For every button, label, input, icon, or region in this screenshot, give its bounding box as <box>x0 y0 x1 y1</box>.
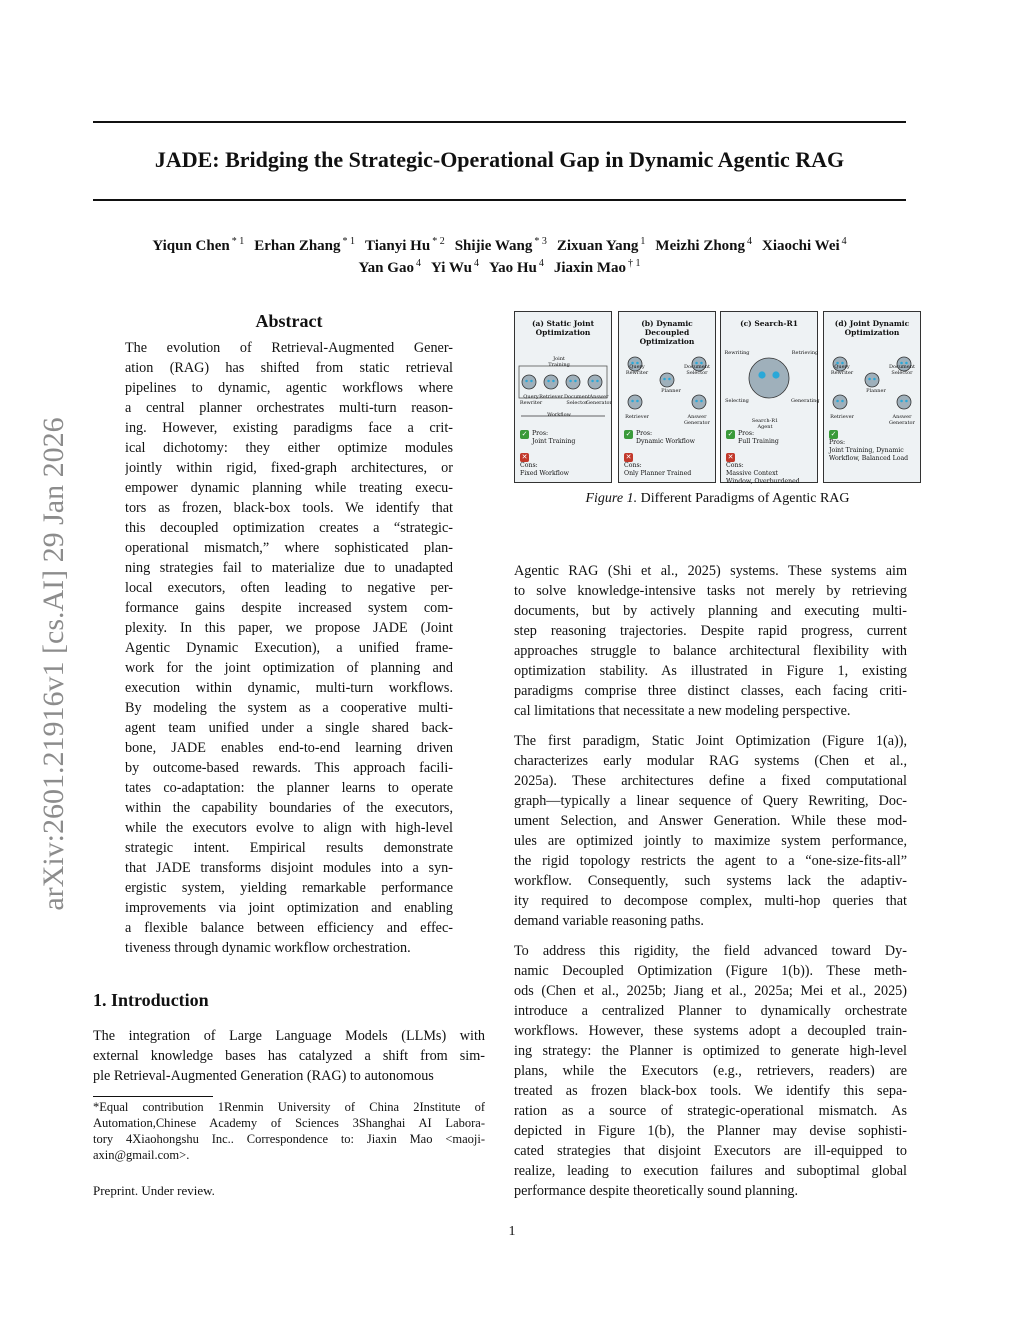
component-label: Retriever <box>539 394 563 400</box>
panel-cons <box>624 453 715 478</box>
text-line: ing. However, existing paradigms face a crit- <box>125 420 453 436</box>
text-line: bone, JADE enables end-to-end learning driven <box>125 740 453 756</box>
text-line: the rigid topology restricts the agent to a “one-size-fits-all” <box>514 853 907 869</box>
author-affiliation: * 1 <box>231 236 245 247</box>
author-affiliation: 4 <box>747 236 753 247</box>
pros-text <box>636 430 695 446</box>
robot-eye <box>547 380 550 383</box>
robot-eye <box>591 380 594 383</box>
text-line: workflows. However, these systems adopt a decoupled train- <box>514 1023 907 1039</box>
cons-text <box>726 462 806 486</box>
text-line: ity required to decompose complex, multi-hop queries that <box>514 893 907 909</box>
robot-eye <box>841 400 844 403</box>
text-line: graph—typically a linear sequence of Query Rewriting, Doc- <box>514 793 907 809</box>
robot-eye <box>552 380 555 383</box>
component-label: Joint Training <box>548 356 570 368</box>
author <box>455 238 547 254</box>
text-line: tors as frozen, black-box tools. We identify that <box>125 500 453 516</box>
agent-diagram <box>619 350 715 420</box>
text-line: demand variable reasoning paths. <box>514 913 704 929</box>
panel-pros <box>829 430 920 463</box>
cons-text <box>624 462 704 478</box>
cons-value: Only Planner Trained <box>624 470 692 477</box>
component-label: Retriever <box>625 414 649 420</box>
footnote <box>93 1099 485 1163</box>
component-label: Selecting <box>725 398 749 404</box>
robot-icon <box>692 395 706 409</box>
author <box>431 260 479 276</box>
text-line: pipelines to dynamic, agentic workflows where <box>125 380 453 396</box>
text-line: ical dichotomy: they either optimize modules <box>125 440 453 456</box>
text-line: plexity. In this paper, we propose JADE (Joint <box>125 620 453 636</box>
panel-title: (a) Static Joint Optimization <box>531 319 595 337</box>
author-affiliation: * 2 <box>432 236 445 247</box>
pros-text <box>829 439 909 463</box>
component-label: Document Selector <box>684 364 710 376</box>
robot-eye <box>569 380 572 383</box>
component-label: Document Selector <box>564 394 590 406</box>
abstract-body <box>125 338 453 958</box>
text-line: plans, while the Executors (e.g., retrievers, readers) are <box>514 1063 907 1079</box>
robot-eye <box>636 400 639 403</box>
text-line: that JADE transforms disjoint modules into a syn- <box>125 860 453 876</box>
footnote-rule <box>93 1096 213 1097</box>
author-name: Jiaxin Mao <box>553 260 626 276</box>
robot-eye <box>525 380 528 383</box>
text-line: while the executors evolve to align with high-level <box>125 820 453 836</box>
panel-pros <box>624 430 695 446</box>
robot-eye <box>772 371 779 378</box>
robot-icon <box>660 373 674 387</box>
component-label: Generating <box>791 398 820 404</box>
robot-eye <box>873 378 876 381</box>
text-line: tory 4Xiaohongshu Inc.. Correspondence to: Jiaxin Mao <maoji- <box>93 1132 485 1146</box>
component-label: Search-R1 Agent <box>751 418 779 430</box>
text-line: depicted in Figure 1(b), the Planner may devise sophisti- <box>514 1123 907 1139</box>
text-line: agent team unified under a single shared back- <box>125 720 453 736</box>
text-line: ple Retrieval-Augmented Generation (RAG) to autonomous <box>93 1068 434 1084</box>
text-line: cal limitations that necessitate a new modeling perspective. <box>514 703 851 719</box>
component-label: Query Rewriter <box>519 394 543 406</box>
text-line: a flexible balance between efficiency and effec- <box>125 920 453 936</box>
text-line: Automation,Chinese Academy of Sciences 3Shanghai AI Labora- <box>93 1116 485 1130</box>
cons-label: Cons: <box>624 462 642 469</box>
author-name: Shijie Wang <box>454 238 533 254</box>
text-line: ument Selection, and Answer Generation. While these mod- <box>514 813 907 829</box>
text-line: axin@gmail.com>. <box>93 1148 190 1162</box>
robot-eye <box>836 400 839 403</box>
robot-icon <box>897 395 911 409</box>
title-top-rule <box>93 121 906 123</box>
abstract-heading: Abstract <box>255 311 323 331</box>
text-line: formance gains despite increased system com- <box>125 600 453 616</box>
title-bottom-rule <box>93 199 906 201</box>
text-line: by outcome-based rewards. This approach facili- <box>125 760 453 776</box>
figure-caption-text: Different Paradigms of Agentic RAG <box>640 491 850 506</box>
figure-caption-label: Figure 1. <box>585 491 638 506</box>
figure-panel <box>823 311 921 483</box>
author <box>489 260 544 276</box>
author-name: Erhan Zhang <box>254 238 341 254</box>
author <box>557 238 646 254</box>
robot-eye <box>905 400 908 403</box>
text-line: The integration of Large Language Models (LLMs) with <box>93 1028 485 1044</box>
text-line: jointly within rigid, fixed-graph architectures, or <box>125 460 453 476</box>
robot-eye <box>700 400 703 403</box>
author-name: Tianyi Hu <box>365 238 431 254</box>
author <box>254 238 355 254</box>
text-line: local executors, often leading to negative per- <box>125 580 453 596</box>
author <box>762 238 847 254</box>
author-affiliation: † 1 <box>627 258 641 269</box>
text-line: ules are optimized jointly to maximize system performance, <box>514 833 907 849</box>
robot-icon <box>833 395 847 409</box>
robot-icon <box>749 358 789 398</box>
pros-value: Joint Training <box>532 438 576 445</box>
text-line: treated as frozen black-box tools. We identify this sepa- <box>514 1083 907 1099</box>
panel-title: (d) Joint Dynamic Optimization <box>834 319 910 337</box>
robot-icon <box>544 375 558 389</box>
robot-eye <box>668 378 671 381</box>
author <box>365 238 445 254</box>
text-line: improvements via joint optimization and enabling <box>125 900 453 916</box>
figure-1 <box>514 311 921 483</box>
author-list-row2 <box>93 258 906 277</box>
panel-title: (c) Search-R1 <box>740 319 798 328</box>
intro-paragraph-dynamic-decoupled <box>514 941 907 1201</box>
author-affiliation: 4 <box>415 258 421 269</box>
panel-pros <box>726 430 779 446</box>
cross-icon: ✕ <box>625 453 632 461</box>
text-line: namic Decoupled Optimization (Figure 1(b)). These meth- <box>514 963 907 979</box>
text-line: work for the joint optimization of planning and <box>125 660 453 676</box>
author-affiliation: * 1 <box>342 236 356 247</box>
component-label: Retrieving <box>791 350 819 356</box>
text-line: to solve knowledge-intensive tasks not merely by retrieving <box>514 583 907 599</box>
cons-value: Fixed Workflow <box>520 470 569 477</box>
text-line: introduce a centralized Planner to dynamically orchestrate <box>514 1003 907 1019</box>
text-line: step reasoning trajectories. Despite rapid progress, current <box>514 623 907 639</box>
robot-eye <box>758 371 765 378</box>
author-name: Xiaochi Wei <box>762 238 840 254</box>
text-line: By modeling the system as a cooperative multi- <box>125 700 453 716</box>
author-list-row1 <box>93 236 906 255</box>
text-line: documents, but by actively planning and executing multi- <box>514 603 907 619</box>
text-line: paradigms comprise three distinct classes, each facing criti- <box>514 683 907 699</box>
text-line: Agentic RAG (Shi et al., 2025) systems. These systems aim <box>514 563 907 579</box>
robot-eye <box>695 400 698 403</box>
author-name: Zixuan Yang <box>556 238 639 254</box>
text-line: The evolution of Retrieval-Augmented Gener- <box>125 340 453 356</box>
text-line: this decoupled optimization creates a “strategic- <box>125 520 453 536</box>
robot-icon <box>628 395 642 409</box>
panel-pros <box>520 430 575 446</box>
text-line: ods (Chen et al., 2025b; Jiang et al., 2025a; Mei et al., 2025) <box>514 983 907 999</box>
text-line: ning strategies fail to materialize due to unadapted <box>125 560 453 576</box>
pros-label: Pros: <box>532 430 549 437</box>
arxiv-id: arXiv:2601.21916v1 [cs.AI] 29 Jan 2026 <box>37 417 70 911</box>
author-affiliation: 4 <box>841 236 847 247</box>
robot-eye <box>574 380 577 383</box>
panel-cons <box>520 453 611 478</box>
author <box>554 260 641 276</box>
text-line: strategic intent. Empirical results demonstrate <box>125 840 453 856</box>
text-line: empower dynamic planning while treating execu- <box>125 480 453 496</box>
check-icon: ✓ <box>625 430 632 438</box>
robot-eye <box>631 400 634 403</box>
check-icon: ✓ <box>521 430 528 438</box>
robot-icon <box>588 375 602 389</box>
text-line: ration as a source of strategic-operational mismatch. As <box>514 1103 907 1119</box>
cross-icon: ✕ <box>521 453 528 461</box>
agent-diagram <box>824 350 920 420</box>
robot-eye <box>900 400 903 403</box>
agent-diagram <box>721 350 820 420</box>
text-line: workflow. Consequently, such systems lack the adaptiv- <box>514 873 907 889</box>
text-line: operational mismatch,” where sophisticated plan- <box>125 540 453 556</box>
check-icon: ✓ <box>830 430 837 438</box>
robot-icon <box>566 375 580 389</box>
author-affiliation: 1 <box>640 236 646 247</box>
paper-title: JADE: Bridging the Strategic-Operational Gap in Dynamic Agentic RAG <box>154 147 845 172</box>
introduction-body <box>93 1026 485 1086</box>
figure-panel <box>618 311 716 483</box>
author-name: Yan Gao <box>358 260 414 276</box>
pros-text <box>738 430 779 446</box>
component-label: Workflow <box>547 412 571 418</box>
pros-value: Joint Training, Dynamic Workflow, Balanced Load <box>829 447 909 462</box>
component-label: Answer Generator <box>684 414 710 426</box>
text-line: Agentic Dynamic Execution), a unified frame- <box>125 640 453 656</box>
component-label: Document Selector <box>889 364 915 376</box>
pros-value: Dynamic Workflow <box>636 438 695 445</box>
component-label: Query Rewriter <box>830 364 854 376</box>
author-name: Meizhi Zhong <box>655 238 746 254</box>
pros-label: Pros: <box>636 430 653 437</box>
text-line: optimization stability. As illustrated in Figure 1, existing <box>514 663 907 679</box>
pros-value: Full Training <box>738 438 779 445</box>
component-label: Rewriting <box>724 350 750 356</box>
component-label: Planner <box>661 388 681 394</box>
pros-label: Pros: <box>738 430 755 437</box>
robot-icon <box>522 375 536 389</box>
cons-label: Cons: <box>520 462 538 469</box>
robot-eye <box>596 380 599 383</box>
author-affiliation: 4 <box>538 258 544 269</box>
text-line: *Equal contribution 1Renmin University of China 2Institute of <box>93 1100 485 1114</box>
author-name: Yi Wu <box>430 260 472 276</box>
text-line: realize, leading to execution failures and suboptimal global <box>514 1163 907 1179</box>
text-line: a central planner orchestrates multi-turn reason- <box>125 400 453 416</box>
figure-panel <box>514 311 612 483</box>
robot-eye <box>663 378 666 381</box>
intro-paragraph-agentic-rag <box>514 561 907 721</box>
text-line: execution within dynamic, multi-turn workflows. <box>125 680 453 696</box>
panel-cons <box>726 453 817 486</box>
text-line: external knowledge bases has catalyzed a shift from sim- <box>93 1048 485 1064</box>
author-name: Yao Hu <box>488 260 537 276</box>
cons-value: Massive Context Window, Overburdened <box>726 470 800 485</box>
text-line: cated strategies that disjoint Executors are ill-equipped to <box>514 1143 907 1159</box>
robot-eye <box>530 380 533 383</box>
author-affiliation: * 3 <box>534 236 547 247</box>
check-icon: ✓ <box>727 430 734 438</box>
text-line: approaches struggle to balance architectural flexibility with <box>514 643 907 659</box>
figure-panel <box>720 311 818 483</box>
page-number: 1 <box>508 1224 516 1239</box>
text-line: ergistic system, yielding remarkable performance <box>125 880 453 896</box>
author <box>655 238 752 254</box>
author <box>359 260 421 276</box>
panel-title: (b) Dynamic Decoupled Optimization <box>639 319 695 346</box>
component-label: Answer Generator <box>889 414 915 426</box>
text-line: characterizes early modular RAG systems (Chen et al., <box>514 753 907 769</box>
author <box>152 238 244 254</box>
text-line: 2025a). These architectures define a fixed computational <box>514 773 907 789</box>
cons-label: Cons: <box>726 462 744 469</box>
preprint-note: Preprint. Under review. <box>93 1183 215 1198</box>
figure-caption <box>514 491 921 507</box>
pros-text <box>532 430 575 446</box>
text-line: To address this rigidity, the field advanced toward Dy- <box>514 943 907 959</box>
intro-paragraph-static-joint <box>514 731 907 931</box>
introduction-heading: 1. Introduction <box>93 990 209 1010</box>
component-label: Query Rewriter <box>625 364 649 376</box>
pros-label: Pros: <box>829 439 846 446</box>
text-line: ing strategy: the Planner is optimized to generate high-level <box>514 1043 907 1059</box>
component-label: Retriever <box>830 414 854 420</box>
component-label: Planner <box>866 388 886 394</box>
robot-eye <box>868 378 871 381</box>
component-label: Answer Generator <box>586 394 612 406</box>
text-line: The first paradigm, Static Joint Optimization (Figure 1(a)), <box>514 733 907 749</box>
text-line: performance despite theoretically sound planning. <box>514 1183 799 1199</box>
text-line: within the capability boundaries of the executors, <box>125 800 453 816</box>
cons-text <box>520 462 600 478</box>
text-line: ation (RAG) has shifted from static retrieval <box>125 360 453 376</box>
text-line: tates co-adaptation: the planner learns to operate <box>125 780 453 796</box>
robot-icon <box>865 373 879 387</box>
text-line: tiveness through dynamic workflow orchestration. <box>125 940 411 956</box>
author-affiliation: 4 <box>473 258 479 269</box>
cross-icon: ✕ <box>727 453 734 461</box>
author-name: Yiqun Chen <box>152 238 230 254</box>
